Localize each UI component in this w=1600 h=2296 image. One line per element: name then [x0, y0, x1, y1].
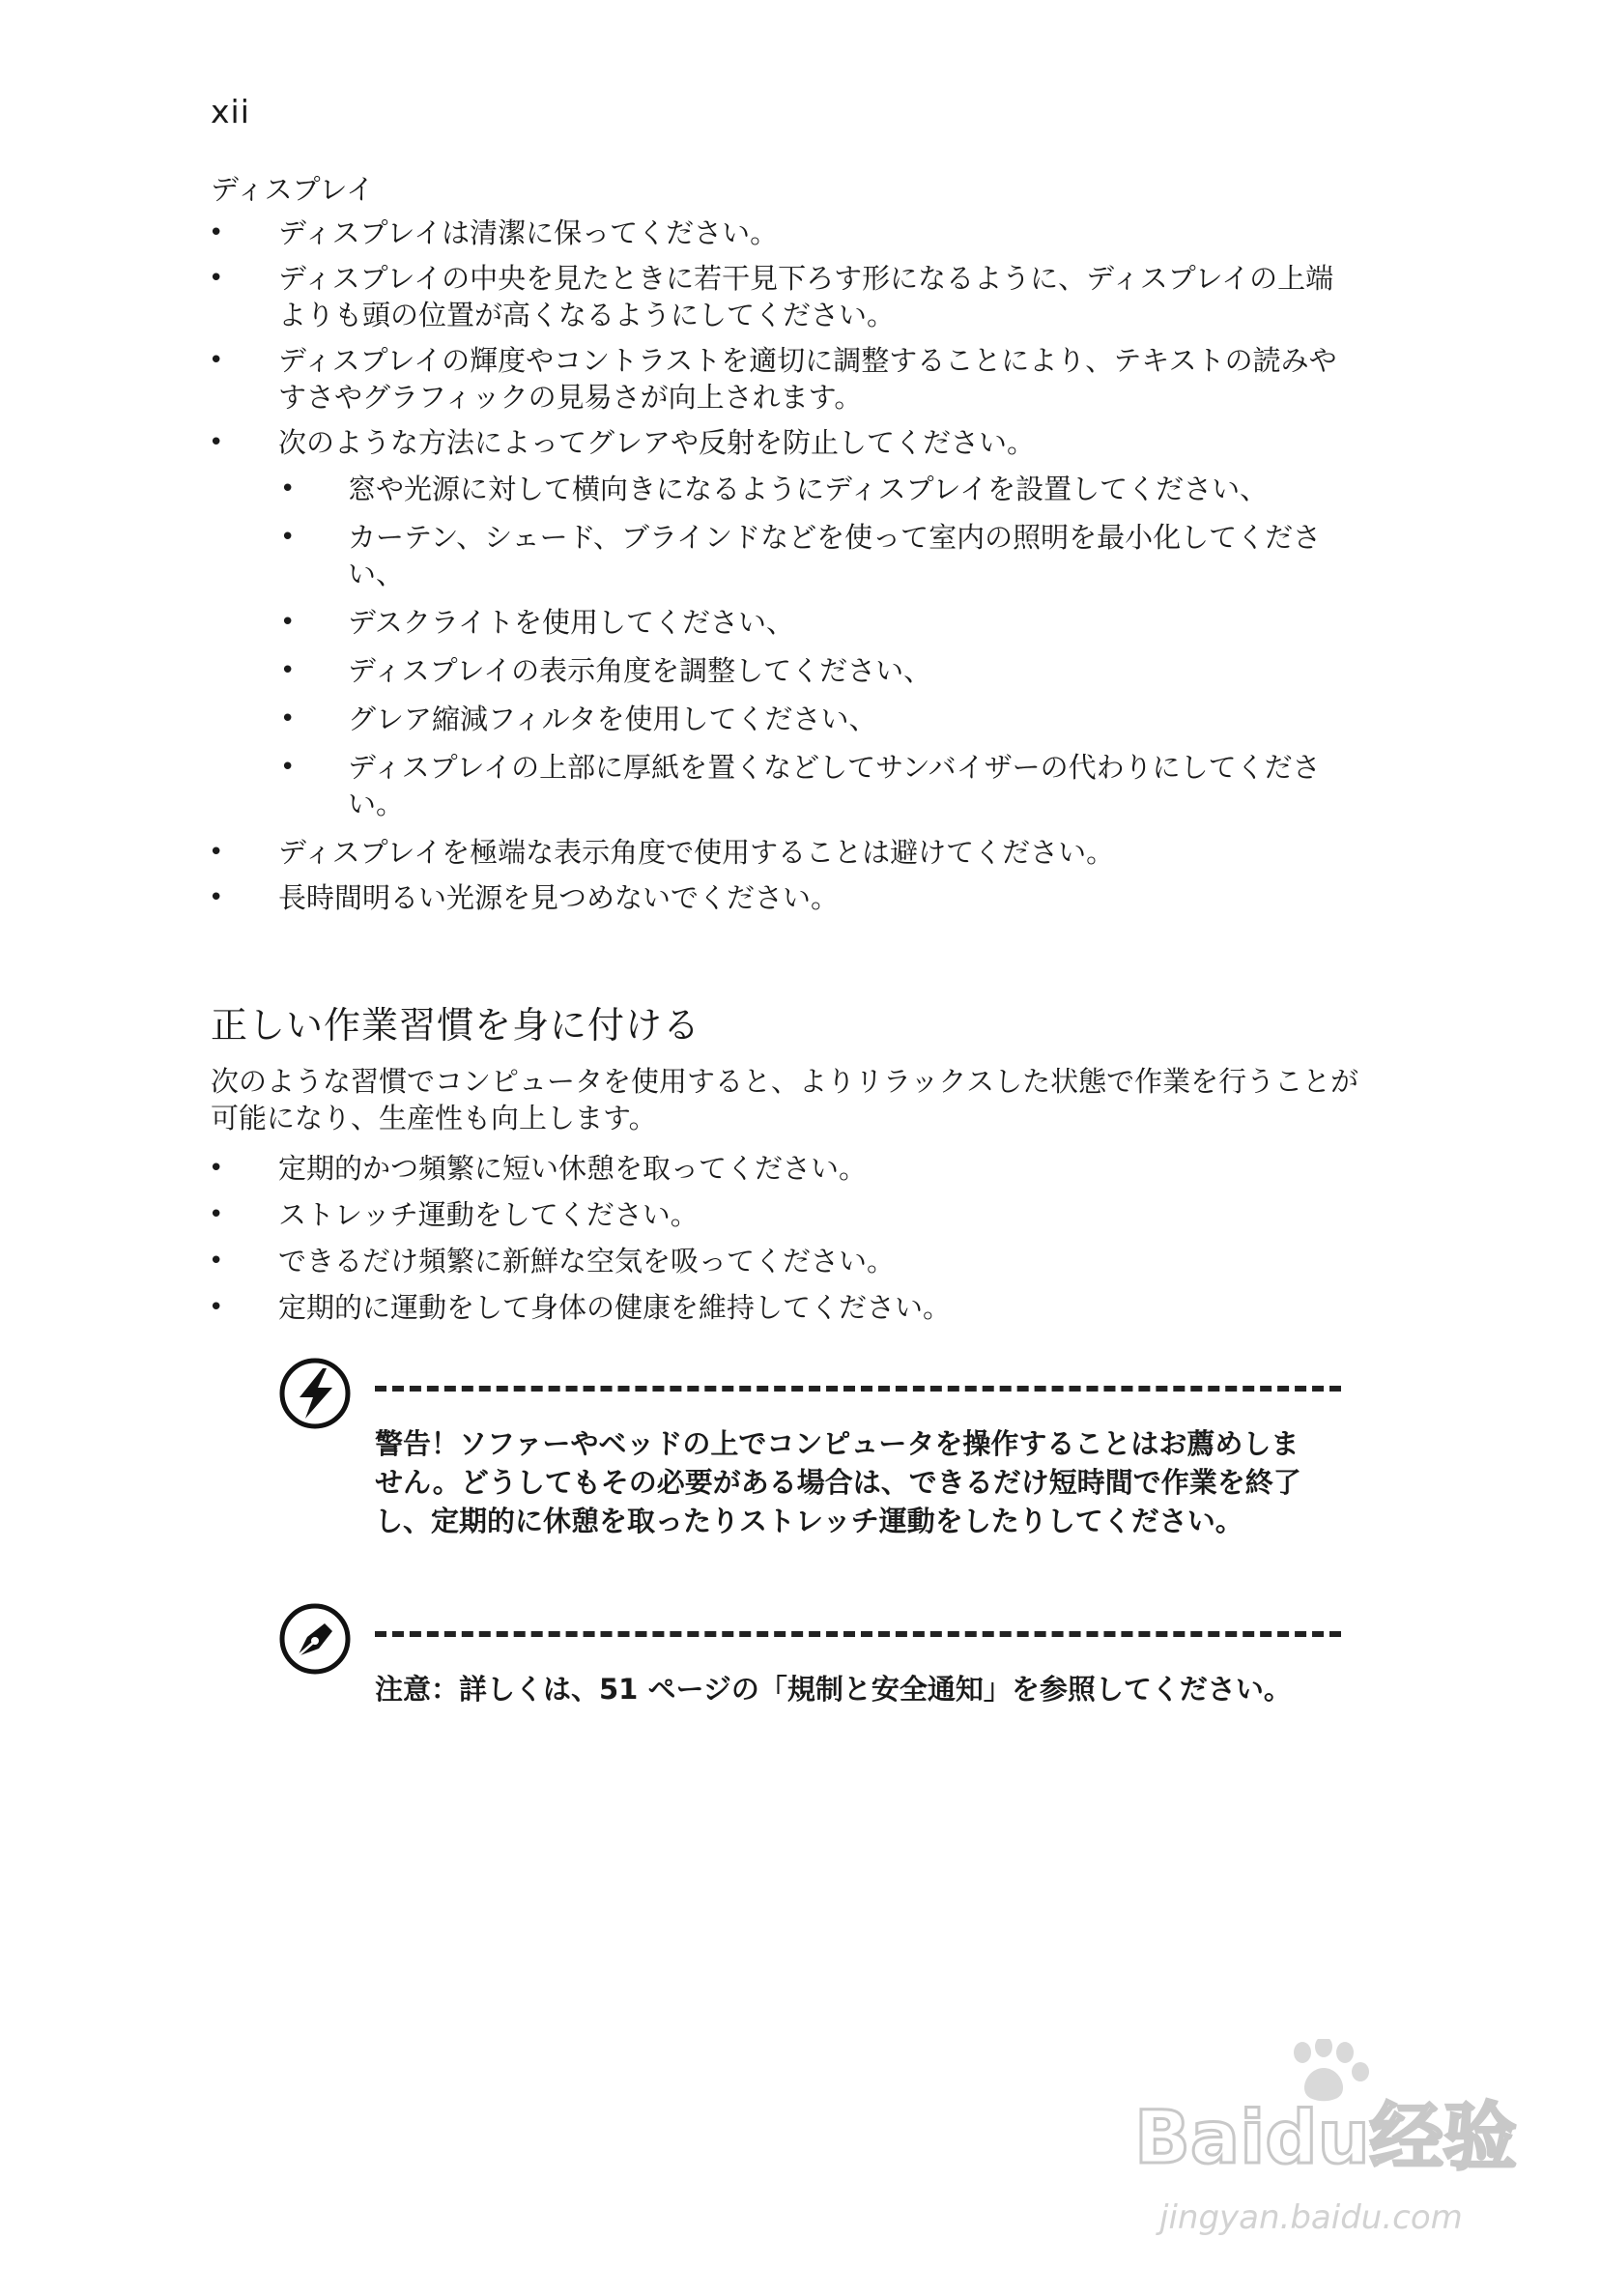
display-section-label: ディスプレイ — [211, 173, 375, 206]
list-item: • 定期的かつ頻繁に短い休憩を取ってください。 — [209, 1152, 868, 1185]
glare-tips-list — [0, 471, 1353, 822]
bullet-icon: • — [209, 1293, 224, 1322]
list-item: • ストレッチ運動をしてください。 — [209, 1198, 699, 1231]
dashed-divider — [375, 1631, 1341, 1637]
habits-heading: 正しい作業習慣を身に付ける — [211, 1004, 701, 1047]
bullet-icon: • — [209, 1154, 224, 1183]
list-item: • ディスプレイは清潔に保ってください。 — [209, 216, 779, 249]
list-item: • ディスプレイを極端な表示角度で使用することは避けてください。 — [209, 836, 1115, 869]
baidu-watermark-logo — [1130, 2039, 1517, 2242]
list-item: • グレア縮減フィルタを使用してください、 — [280, 703, 877, 735]
display-tips-list — [0, 215, 1353, 925]
pen-note-icon — [278, 1602, 352, 1676]
bullet-icon: • — [209, 428, 224, 457]
bullet-icon: • — [280, 474, 296, 503]
bullet-icon: • — [209, 1200, 224, 1229]
habits-intro: 次のような習慣でコンピュータを使用すると、よりリラックスした状態で作業を行うことが可能になり、生産性も向上します。 — [211, 1065, 1359, 1134]
list-item: • デスクライトを使用してください、 — [280, 606, 794, 639]
bullet-icon: • — [209, 218, 224, 247]
list-item: • 次のような方法によってグレアや反射を防止してください。 — [209, 426, 1036, 459]
bullet-icon: • — [209, 838, 224, 867]
list-item: • 定期的に運動をして身体の健康を維持してください。 — [209, 1291, 952, 1324]
watermark-brand: Baidu经验 — [1134, 2094, 1517, 2180]
dashed-divider — [375, 1386, 1341, 1392]
list-item: • ディスプレイの表示角度を調整してください、 — [280, 654, 932, 687]
bullet-icon: • — [280, 656, 296, 685]
bullet-icon: • — [280, 523, 296, 552]
list-item: • できるだけ頻繁に新鮮な空気を吸ってください。 — [209, 1245, 896, 1277]
bullet-icon: • — [209, 346, 224, 375]
page-number: xii — [211, 93, 250, 130]
bullet-icon: • — [280, 608, 296, 637]
bullet-icon: • — [280, 704, 296, 733]
list-item: • ディスプレイの中央を見たときに若干見下ろす形になるように、ディスプレイの上端よりも頭の位置が高くなるようにしてください。 — [209, 262, 1334, 331]
list-item: • ディスプレイの輝度やコントラストを適切に調整することにより、テキストの読みやすさやグラフィックの見易さが向上されます。 — [209, 344, 1337, 414]
bullet-icon: • — [209, 1247, 224, 1276]
bullet-icon: • — [209, 883, 224, 912]
watermark-url: jingyan.baidu.com — [1159, 2198, 1463, 2237]
list-item: • カーテン、シェード、ブラインドなどを使って室内の照明を最小化してください、 — [280, 521, 1322, 590]
bullet-icon: • — [280, 753, 296, 782]
note-text: 注意：詳しくは、51 ページの「規制と安全通知」を参照してください。 — [375, 1673, 1292, 1706]
warning-text: 警告！ソファーやベッドの上でコンピュータを操作することはお薦めしません。どうしてもその必要がある場合は、できるだけ短時間で作業を終了し、定期的に休憩を取ったりストレッチ運動をしたりしてください。 — [375, 1427, 1301, 1537]
bullet-icon: • — [209, 264, 224, 293]
list-item: • 長時間明るい光源を見つめないでください。 — [209, 881, 840, 914]
list-item: • ディスプレイの上部に厚紙を置くなどしてサンバイザーの代わりにしてください。 — [280, 751, 1321, 820]
list-item: • 窓や光源に対して横向きになるようにディスプレイを設置してください、 — [280, 473, 1269, 505]
habits-list — [0, 1150, 1341, 1335]
lightning-warning-icon — [278, 1357, 352, 1430]
